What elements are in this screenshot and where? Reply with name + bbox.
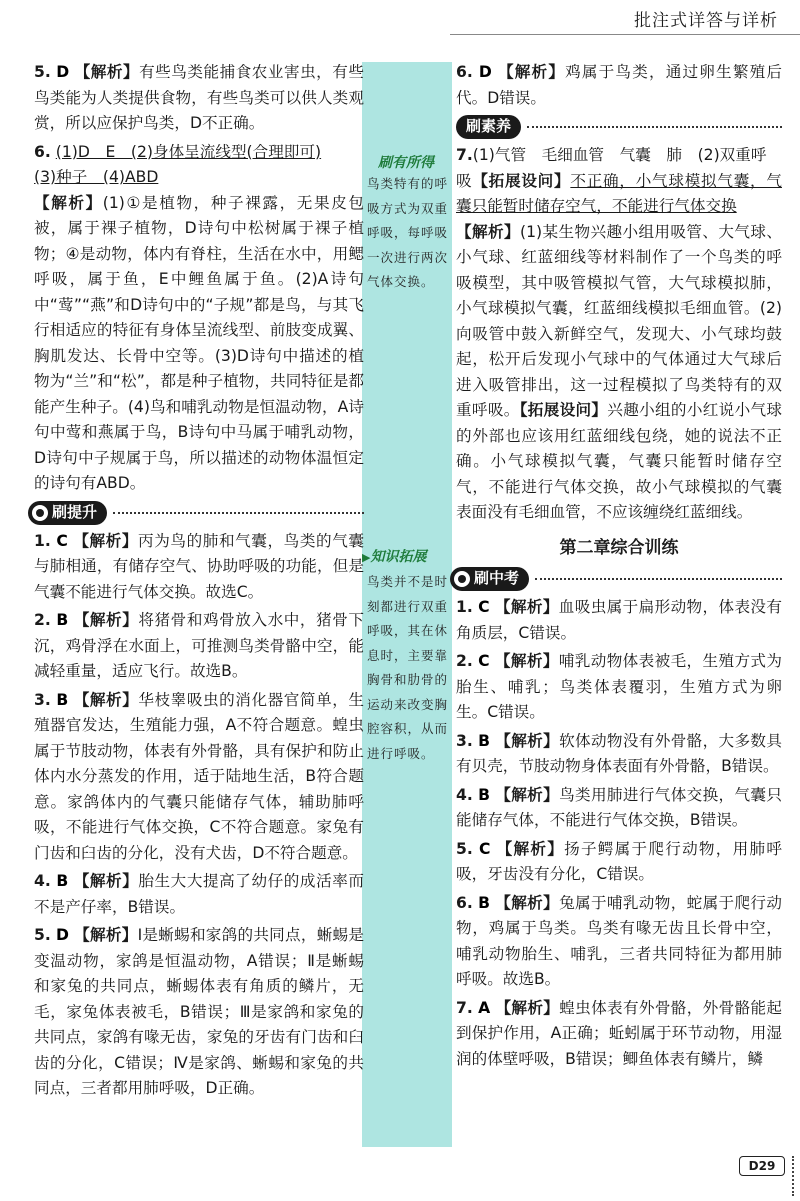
- brush-icon: [32, 505, 48, 521]
- note-text-gains: 鸟类特有的呼吸方式为双重呼吸，每呼吸一次进行两次气体交换。: [367, 176, 449, 289]
- answer-key-line: (1)D E (2)身体呈流线型(合理即可): [55, 142, 322, 161]
- answer-item: 5. D 【解析】有些鸟类能捕食农业害虫，有些鸟类能为人类提供食物，有些鸟类可以供人类观赏，所以应保护鸟类，D不正确。: [34, 63, 364, 132]
- answer-item: 1. C 【解析】丙为鸟的肺和气囊，鸟类的气囊与肺相通，有储存空气、协助呼吸的功能，但是气囊不能进行气体交换。故选C。: [34, 531, 364, 601]
- answer-item: 6. (1)D E (2)身体呈流线型(合理即可) (3)种子 (4)ABD 【解析】(1)①是植物，种子裸露，无果皮包被，属于裸子植物，D诗句中松树属于裸子植物；④是动物，体内有脊柱，生活在水中，用鳃呼吸，属于鱼，E中鲤鱼属于鱼。(2)A诗句中“莺”“燕”和D诗句中的“子规”都是鸟，与其飞行相适应的特征有身体呈流线型、前肢变成翼、胸肌发达、长骨中空等。(3)D诗句中描述的植物为“兰”和“松”，都是种子植物，共同特征是都能产生种子。(4)鸟和哺乳动物是恒温动物，A诗句中莺和燕属于鸟，B诗句中马属于哺乳动物，D诗句中子规属于鸟，所以描述的动物体温恒定的诗句有ABD。: [34, 142, 364, 492]
- answer-item: 5. C 【解析】扬子鳄属于爬行动物，用肺呼吸，牙齿没有分化，C错误。: [456, 839, 782, 883]
- answer-item: 4. B 【解析】胎生大大提高了幼仔的成活率而不是产仔率，B错误。: [34, 872, 364, 916]
- right-column: [456, 60, 782, 1075]
- note-text-extension: 鸟类并不是时刻都进行双重呼吸，其在休息时，主要靠胸骨和肋骨的运动来改变胸腔容积，从而进行呼吸。: [367, 574, 449, 761]
- answer-item: 2. B 【解析】将猪骨和鸡骨放入水中，猪骨下沉，鸡骨浮在水面上，可推测鸟类骨骼中空，能减轻重量，适应飞行。故选B。: [34, 611, 364, 680]
- corner-decoration: [780, 1156, 794, 1196]
- answer-item: 3. B 【解析】华枝睾吸虫的消化器官简单，生殖器官发达，生殖能力强，A不符合题意。蝗虫属于节肢动物，体表有外骨骼，具有保护和防止体内水分蒸发的作用，适于陆地生活，B符合题意。家鸽体内的气囊只能储存气体，辅助肺呼吸，不能进行气体交换，C不符合题意。家兔有门齿和臼齿的分化，没有犬齿，D不符合题意。: [34, 690, 364, 862]
- note-title-extension: ▶知识拓展: [362, 549, 427, 565]
- left-column: [34, 60, 364, 1105]
- answer-item: 2. C 【解析】哺乳动物体表被毛，生殖方式为胎生、哺乳；鸟类体表覆羽，生殖方式为卵生。C错误。: [456, 652, 782, 721]
- note-title-gains: 刷有所得: [378, 155, 434, 171]
- chapter-title: 第二章综合训练: [559, 537, 679, 558]
- answer-item: 4. B 【解析】鸟类用肺进行气体交换，气囊只能储存气体，不能进行气体交换，B错误。: [456, 785, 782, 829]
- header-rule: [450, 34, 800, 35]
- section-heading: 刷中考: [450, 567, 782, 591]
- page-header-title: 批注式详答与详析: [634, 11, 778, 31]
- answer-item: 1. C 【解析】血吸虫属于扁形动物，体表没有角质层，C错误。: [456, 598, 782, 642]
- answer-key-line: (3)种子 (4)ABD: [34, 168, 159, 186]
- answer-item: 7. A 【解析】蝗虫体表有外骨骼，外骨骼能起到保护作用，A正确；蚯蚓属于环节动物，用湿润的体壁呼吸，B错误；鲫鱼体表有鳞片，鳞: [456, 998, 782, 1068]
- answer-item: 6. B 【解析】兔属于哺乳动物，蛇属于爬行动物，鸡属于鸟类。鸟类有喙无齿且长骨中空，哺乳动物胎生、哺乳，三者共同特征为都用肺呼吸。故选B。: [456, 893, 782, 988]
- page-number: D29: [739, 1156, 785, 1176]
- arrow-icon: ▶: [362, 551, 371, 564]
- answer-item: 6. D 【解析】鸡属于鸟类，通过卵生繁殖后代。D错误。: [456, 63, 782, 107]
- answer-item: 5. D 【解析】Ⅰ是蜥蜴和家鸽的共同点，蜥蜴是变温动物，家鸽是恒温动物，A错误；Ⅱ是蜥蜴和家兔的共同点，蜥蜴体表有角质的鳞片，无毛，家兔体表被毛，B错误；Ⅲ是家鸽和家兔的共同点，家鸽有喙无齿，家兔的牙齿有门齿和臼齿的分化，C错误；Ⅳ是家鸽、蜥蜴和家兔的共同点，三者都用肺呼吸，D正确。: [34, 926, 364, 1097]
- section-heading: 刷提升: [28, 501, 364, 525]
- brush-icon: [454, 571, 470, 587]
- answer-item: 3. B 【解析】软体动物没有外骨骼，大多数具有贝壳，节肢动物身体表面有外骨骼，B错误。: [456, 731, 782, 775]
- answer-item: 7.(1)气管 毛细血管 气囊 肺 (2)双重呼 吸【拓展设问】不正确，小气球模拟气囊，气囊只能暂时储存空气，不能进行气体交换 【解析】(1)某生物兴趣小组用吸管、大气球、小气球、红蓝细线等材料制作了一个鸟类的呼吸模型，其中吸管模拟气管，大气球模拟肺，小气球模拟气囊，红蓝细线模拟毛细血管。(2)向吸管中鼓入新鲜空气，发现大、小气球均鼓起，松开后发现小气球中的气体通过大气球后进入吸管排出，这一过程模拟了鸟类特有的双重呼吸。【拓展设问】兴趣小组的小红说小气球的外部也应该用红蓝细线包绕，她的说法不正确。小气球模拟气囊，气囊只能暂时储存空气，不能进行气体交换，故小气球模拟的气囊表面没有毛细血管，不应该缠绕红蓝细线。: [456, 146, 782, 521]
- section-heading: 刷素养: [456, 115, 782, 139]
